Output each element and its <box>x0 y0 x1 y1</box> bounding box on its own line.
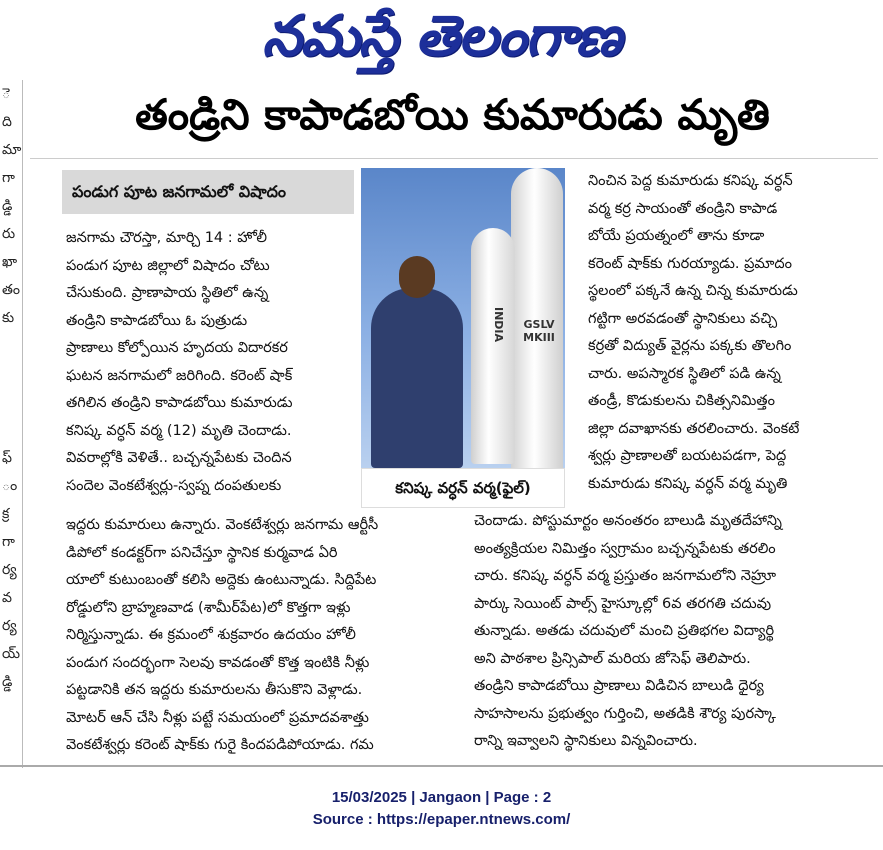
body-column-right <box>588 168 878 498</box>
edge-text-fragment: తం <box>2 282 20 298</box>
body-text-line: స్థలంలో పక్కనే ఉన్న చిన్న కుమారుడు <box>588 283 798 299</box>
body-text-line: నించిన పెద్ద కుమారుడు కనిష్క వర్ధన్ <box>588 173 793 189</box>
body-text-line: వెంకటేశ్వర్లు కరెంట్ షాక్‌కు గురై కిందపడిపోయాడు. గమ <box>66 737 374 753</box>
edge-text-fragment <box>0 416 22 444</box>
body-text-line: రోడ్డులోని బ్రాహ్మణవాడ (శామీర్‌పేట)లో కొత్తగా ఇళ్లు <box>66 599 351 616</box>
page-footer <box>0 787 883 831</box>
rocket-model-small <box>471 228 515 464</box>
photo-caption: కనిష్క వర్ధన్ వర్మ(ఫైల్) <box>361 468 565 508</box>
body-text-line: చెందాడు. పోస్టుమార్టం అనంతరం బాలుడి మృతదేహాన్ని <box>474 513 782 529</box>
edition-info: 15/03/2025 | Jangaon | Page : 2 <box>331 789 552 806</box>
edge-text-fragment: య్ <box>2 646 21 662</box>
body-text-line: బోయే ప్రయత్నంలో తాను కూడా <box>588 228 765 244</box>
edge-text-fragment: ె <box>2 86 11 102</box>
rocket-label-gslv: GSLV MKIII <box>523 318 555 344</box>
body-text-line: జనగామ చౌరస్తా, మార్చి 14 : హోలీ <box>66 230 268 246</box>
edge-text-fragment: రు <box>2 226 16 242</box>
body-text-line: తున్నాడు. అతడు చదువులో మంచి ప్రతిభగల విద్యార్థి <box>474 623 775 639</box>
body-text-line: కనిష్క వర్ధన్ వర్మ (12) మృతి చెందాడు. <box>66 422 292 439</box>
body-text-line: సందెల వెంకటేశ్వర్లు-స్వప్న దంపతులకు <box>66 477 282 494</box>
body-text-line: ఇద్దరు కుమారులు ఉన్నారు. వెంకటేశ్వర్లు జనగామ ఆర్టీసీ <box>66 517 379 533</box>
edge-text-fragment <box>0 360 22 388</box>
article-photo <box>361 168 565 468</box>
student-head <box>399 256 435 298</box>
body-text-line: సాహసాలను ప్రభుత్వం గుర్తించి, అతడికి శౌర్య పురస్కా <box>474 705 776 722</box>
source-url[interactable]: Source : https://epaper.ntnews.com/ <box>312 811 571 828</box>
body-text-line: తగిలిన తండ్రిని కాపాడబోయి కుమారుడు <box>66 395 293 411</box>
body-text-line: శ్వర్లు ప్రాణాలతో బయటపడగా, పెద్ద <box>588 448 787 464</box>
edge-text-fragment: ర్య <box>2 562 17 578</box>
edge-text-fragment: క్ర <box>2 506 10 522</box>
article-clipping <box>0 80 883 768</box>
edge-text-fragment: డ్డి <box>2 198 13 214</box>
body-text-line: నిర్మిస్తున్నాడు. ఈ క్రమంలో శుక్రవారం ఉదయం హోలీ <box>66 627 356 643</box>
body-text-line: రాన్ని ఇవ్వాలని స్థానికులు విన్నవించారు. <box>474 733 698 749</box>
adjacent-article-edge <box>0 80 23 768</box>
edge-text-fragment: మా <box>2 142 22 158</box>
edge-text-fragment: వ <box>2 590 12 606</box>
body-text-line: డిపోలో కండక్టర్‌గా పనిచేస్తూ స్థానిక కుర్మవాడ ఏరి <box>66 544 338 561</box>
body-text-line: పండుగ పూట జిల్లాలో విషాదం చోటు <box>66 257 270 274</box>
body-text-line: జిల్లా దవాఖానకు తరలించారు. వెంకటే <box>588 420 800 437</box>
body-text-line: కరెంట్ షాక్‌కు గురయ్యాడు. ప్రమాదం <box>588 255 793 272</box>
body-text-line: పట్టడానికి తన ఇద్దరు కుమారులను తీసుకొని వెళ్లాడు. <box>66 682 363 698</box>
edge-text-fragment: ర్య <box>2 618 17 634</box>
body-text-line: కుమారుడు కనిష్క వర్ధన్ వర్మ మృతి <box>588 475 788 492</box>
edge-text-fragment <box>0 388 22 416</box>
body-text-line: యాలో కుటుంబంతో కలిసి అద్దెకు ఉంటున్నాడు. సిద్దిపేట <box>66 572 377 588</box>
body-text-line: అని పాఠశాల ప్రిన్సిపాల్ మరియ జోసెఫ్ తెలిపారు. <box>474 650 751 667</box>
body-text-line: చేసుకుంది. ప్రాణాపాయ స్థితిలో ఉన్న <box>66 285 269 301</box>
edge-text-fragment: డ్డి <box>2 674 13 690</box>
body-text-line: తండ్రీ, కొడుకులను చికిత్సనిమిత్తం <box>588 393 775 409</box>
article-headline: తండ్రిని కాపాడబోయి కుమారుడు మృతి <box>135 90 770 139</box>
body-text-line: ప్రాణాలు కోల్పోయిన హృదయ విదారకర <box>66 340 288 356</box>
edge-text-fragment: ది <box>2 114 12 130</box>
body-text-line: పండుగ సందర్భంగా సెలవు కావడంతో కొత్త ఇంటికి నీళ్లు <box>66 654 370 671</box>
body-text-line: వర్మ కర్ర సాయంతో తండ్రిని కాపాడ <box>588 200 778 217</box>
clipping-bottom-border <box>0 765 883 767</box>
body-text-line: తండ్రిని కాపాడబోయి ప్రాణాలు విడిచిన బాలుడి ధైర్య <box>474 678 764 694</box>
masthead <box>0 0 883 78</box>
edge-text-fragment: ఖా <box>2 254 18 270</box>
body-column-left <box>66 225 354 500</box>
body-text-line: చారు. కనిష్క వర్ధన్ వర్మ ప్రస్తుతం జనగామలోని నెహ్రూ <box>474 568 776 584</box>
newspaper-logo: నమస్తే తెలంగాణ <box>262 4 621 69</box>
edge-text-fragment: ం <box>2 478 18 494</box>
edge-text-fragment: గా <box>2 170 15 186</box>
body-text-line: కర్రతో విద్యుత్ వైర్లను పక్కకు తొలగిం <box>588 338 792 354</box>
body-text-line: ఘటన జనగామలో జరిగింది. కరెంట్ షాక్ <box>66 367 293 384</box>
headline-divider <box>30 158 878 159</box>
body-text-line: చారు. అపస్మారక స్థితిలో పడి ఉన్న <box>588 365 781 382</box>
edge-text-fragment: ఫ్ <box>2 450 12 466</box>
body-column-right-wide <box>474 508 878 756</box>
rocket-label-india: INDIA <box>492 306 506 343</box>
article-kicker: పండుగ పూట జనగామలో విషాదం <box>62 170 354 214</box>
body-text-line: వివరాల్లోకి వెళితే.. బచ్చన్నపేటకు చెందిన <box>66 450 292 466</box>
edge-text-fragment: కు <box>2 310 15 326</box>
body-text-line: తండ్రిని కాపాడబోయి ఓ పుత్రుడు <box>66 312 248 329</box>
edge-text-fragment: గా <box>2 534 15 550</box>
edge-text-fragment <box>0 332 22 360</box>
body-text-line: అంత్యక్రియల నిమిత్తం స్వగ్రామం బచ్చన్నపేటకు తరలిం <box>474 540 776 557</box>
student-figure <box>371 288 463 468</box>
body-text-line: గట్టిగా అరవడంతో స్థానికులు వచ్చి <box>588 310 778 327</box>
body-text-line: పార్కు సెయింట్ పాల్స్ హైస్కూల్లో 6వ తరగతి చదువు <box>474 595 772 612</box>
body-column-left-wide <box>66 512 450 760</box>
body-text-line: మోటర్ ఆన్ చేసి నీళ్లు పట్టే సమయంలో ప్రమాదవశాత్తు <box>66 709 369 726</box>
